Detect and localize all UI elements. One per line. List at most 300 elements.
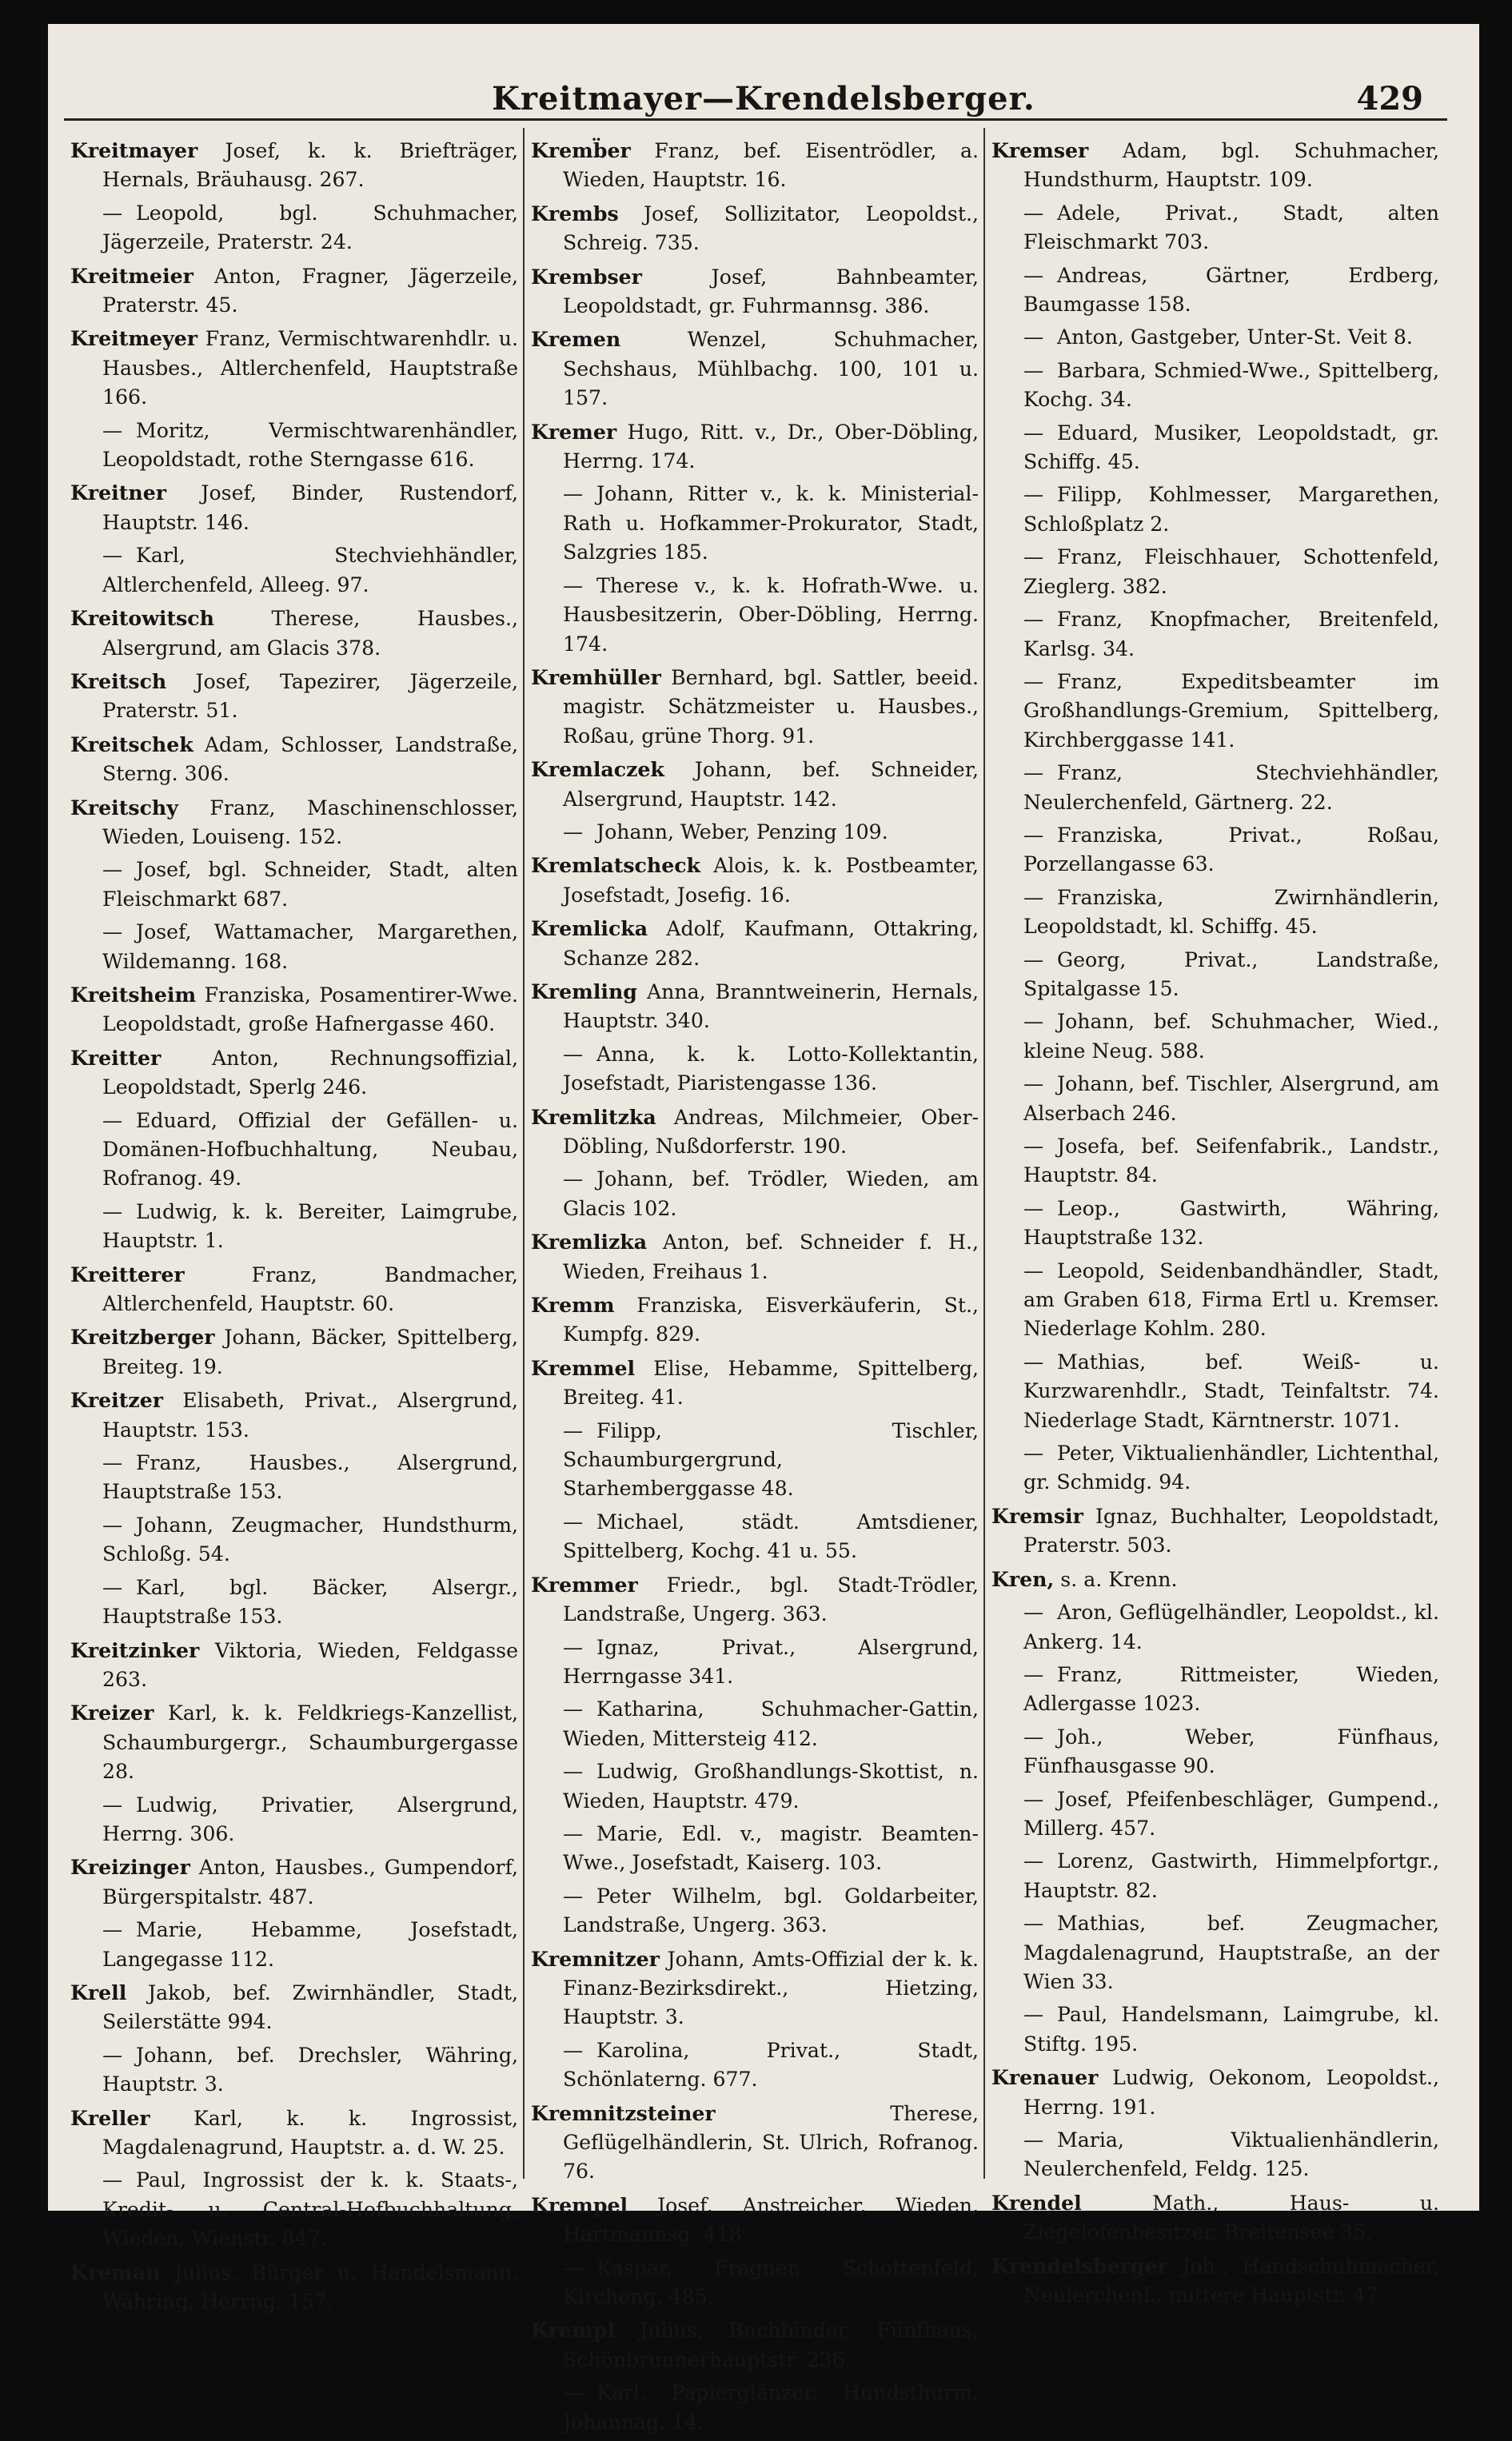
entry-surname: Kreller bbox=[70, 2105, 150, 2130]
entry-details: Franz, Vermischtwarenhdlr. u. Hausbes., Altlerchenfeld, Hauptstraße 166. bbox=[102, 327, 518, 409]
directory-entry bbox=[991, 1785, 1439, 1844]
directory-entry bbox=[531, 2036, 979, 2095]
ditto-dash: — bbox=[1023, 1010, 1044, 1034]
entry-surname: Kremnitzsteiner bbox=[531, 2100, 716, 2125]
ditto-dash: — bbox=[1023, 1787, 1044, 1811]
entry-surname: Kremsir bbox=[991, 1503, 1083, 1528]
entry-details: Aron, Geflügelhändler, Leopoldst., kl. Ankerg. 14. bbox=[1023, 1601, 1439, 1653]
entry-details: Peter, Viktualienhändler, Lichtenthal, gr. Schmidg. 94. bbox=[1023, 1442, 1439, 1494]
entry-details: Johann, bef. Trödler, Wieden, am Glacis 102. bbox=[563, 1167, 979, 1220]
entry-surname: Kremmer bbox=[531, 1572, 638, 1597]
directory-entry bbox=[70, 1636, 518, 1695]
directory-entry bbox=[70, 2041, 518, 2100]
page-header bbox=[48, 80, 1479, 120]
entry-surname: Kremlitzka bbox=[531, 1104, 656, 1129]
entry-details: Karl, Papierglänzer, Hundsthurm, Johannag. 14. bbox=[563, 2381, 979, 2434]
entry-details: Karl, k. k. Feldkriegs-Kanzellist, Schaumburgergr., Schaumburgergasse 28. bbox=[102, 1701, 519, 1784]
directory-entry bbox=[531, 818, 979, 847]
entry-details: Johann, bef. Schuhmacher, Wied., kleine Neug. 588. bbox=[1023, 1010, 1439, 1063]
entry-surname: Kremb̈er bbox=[531, 138, 631, 162]
entry-surname: Kreitter bbox=[70, 1045, 162, 1070]
ditto-dash: — bbox=[1023, 483, 1044, 507]
entry-surname: Kreitowitsch bbox=[70, 606, 214, 631]
directory-entry bbox=[531, 1570, 979, 1629]
ditto-dash: — bbox=[1023, 2003, 1044, 2027]
directory-entry bbox=[70, 1386, 518, 1445]
entry-details: Wenzel, Schuhmacher, Sechshaus, Mühlbachg. 100, 101 u. 157. bbox=[563, 328, 979, 410]
entry-details: Johann, Amts-Offizial der k. k. Finanz-Bezirksdirekt., Hietzing, Hauptstr. 3. bbox=[563, 1947, 979, 2029]
ditto-dash: — bbox=[1023, 1442, 1044, 1466]
directory-entry bbox=[531, 136, 979, 195]
directory-entry bbox=[991, 1070, 1439, 1128]
ditto-dash: — bbox=[1023, 358, 1044, 382]
entry-details: Adam, bgl. Schuhmacher, Hundsthurm, Hauptstr. 109. bbox=[1023, 139, 1440, 192]
entry-details: Julius, Bürger u. Handelsmann, Währing, Herrng. 157. bbox=[102, 2260, 518, 2314]
directory-entry bbox=[70, 541, 518, 600]
directory-entry bbox=[991, 1007, 1439, 1066]
column-divider bbox=[983, 128, 985, 2179]
entry-details: Franz, Stechviehhändler, Neulerchenfeld, Gärtnerg. 22. bbox=[1023, 761, 1439, 814]
entry-details: Ludwig, Großhandlungs-Skottist, n. Wieden, Hauptstr. 479. bbox=[563, 1760, 979, 1813]
entry-details: Franziska, Posamentirer-Wwe. Leopoldstadt, große Hafnergasse 460. bbox=[102, 983, 518, 1036]
directory-entry bbox=[70, 604, 518, 663]
entry-details: Marie, Edl. v., magistr. Beamten-Wwe., Josefstadt, Kaiserg. 103. bbox=[563, 1821, 979, 1875]
ditto-dash: — bbox=[102, 1513, 123, 1537]
directory-entry bbox=[991, 759, 1439, 817]
ditto-dash: — bbox=[1023, 823, 1044, 847]
directory-entry bbox=[991, 821, 1439, 879]
ditto-dash: — bbox=[563, 2381, 584, 2405]
directory-entry bbox=[531, 1882, 979, 1940]
directory-entry bbox=[531, 1944, 979, 2032]
directory-entry bbox=[70, 1978, 518, 2037]
directory-entry bbox=[531, 977, 979, 1036]
entry-details: Alois, k. k. Postbeamter, Josefstadt, Josefig. 16. bbox=[563, 854, 979, 907]
directory-page bbox=[48, 24, 1479, 2434]
entry-surname: Kreitschek bbox=[70, 732, 193, 756]
entry-details: Leop., Gastwirth, Währing, Hauptstraße 132. bbox=[1023, 1196, 1439, 1250]
entry-details: Julius, Buchbinder, Fünfhaus, Schönbrunnerhauptstr. 236. bbox=[563, 2319, 979, 2371]
ditto-dash: — bbox=[102, 1108, 123, 1132]
entry-surname: Krempl bbox=[531, 2318, 616, 2343]
directory-entry bbox=[991, 136, 1439, 195]
entry-details: Bernhard, bgl. Sattler, beeid. magistr. Schätzmeister u. Hausbes., Roßau, grüne Thorg. 91. bbox=[563, 665, 979, 748]
directory-entry bbox=[991, 1565, 1439, 1594]
column-1 bbox=[70, 136, 518, 2320]
directory-entry bbox=[531, 1354, 979, 1413]
ditto-dash: — bbox=[563, 1760, 584, 1784]
directory-entry bbox=[531, 325, 979, 413]
ditto-dash: — bbox=[563, 1635, 584, 1659]
entry-details: Franz, Bandmacher, Altlerchenfeld, Hauptstr. 60. bbox=[102, 1262, 518, 1316]
entry-details: Johann, Zeugmacher, Hundsthurm, Schloßg. 54. bbox=[102, 1513, 518, 1566]
entry-details: Ignaz, Privat., Alsergrund, Herrngasse 341. bbox=[563, 1635, 979, 1688]
ditto-dash: — bbox=[1023, 325, 1044, 349]
entry-surname: Kreitner bbox=[70, 481, 166, 505]
ditto-dash: — bbox=[1023, 1601, 1044, 1625]
directory-entry bbox=[70, 136, 518, 195]
entry-surname: Krempel bbox=[531, 2192, 628, 2217]
entry-surname: Kreitmeyer bbox=[70, 326, 197, 351]
directory-entry bbox=[70, 1449, 518, 1507]
entry-details: Peter Wilhelm, bgl. Goldarbeiter, Landstraße, Ungerg. 363. bbox=[563, 1884, 979, 1937]
directory-entry bbox=[70, 324, 518, 412]
directory-entry bbox=[70, 667, 518, 726]
entry-details: Josef, Wattamacher, Margarethen, Wildemanng. 168. bbox=[102, 920, 518, 973]
directory-entry bbox=[991, 1502, 1439, 1561]
entry-details: Hugo, Ritt. v., Dr., Ober-Döbling, Herrng. 174. bbox=[563, 420, 979, 473]
ditto-dash: — bbox=[563, 2038, 584, 2062]
directory-entry bbox=[531, 2315, 979, 2375]
entry-surname: Kremhüller bbox=[531, 664, 661, 689]
ditto-dash: — bbox=[1023, 761, 1044, 785]
entry-surname: Kremer bbox=[531, 419, 617, 444]
entry-surname: Kreitzberger bbox=[70, 1325, 215, 1350]
entry-details: Karl, k. k. Ingrossist, Magdalenagrund, Hauptstr. a. d. W. 25. bbox=[102, 2106, 518, 2159]
entry-details: Franz, bef. Eisentrödler, a. Wieden, Hauptstr. 16. bbox=[563, 139, 979, 192]
ditto-dash: — bbox=[1023, 885, 1044, 909]
directory-entry bbox=[531, 1695, 979, 1753]
entry-details: Katharina, Schuhmacher-Gattin, Wieden, Mittersteig 412. bbox=[563, 1697, 979, 1750]
directory-entry bbox=[531, 1040, 979, 1099]
directory-entry bbox=[991, 323, 1439, 352]
directory-entry bbox=[991, 543, 1439, 601]
directory-entry bbox=[991, 2063, 1439, 2122]
directory-entry bbox=[70, 417, 518, 475]
entry-details: Anton, bef. Schneider f. H., Wieden, Freihaus 1. bbox=[563, 1230, 979, 1283]
entry-surname: Kremm bbox=[531, 1293, 615, 1318]
directory-entry bbox=[70, 1511, 518, 1569]
directory-entry bbox=[70, 1853, 518, 1912]
directory-entry bbox=[991, 481, 1439, 539]
ditto-dash: — bbox=[563, 1418, 584, 1442]
entry-surname: Kremen bbox=[531, 327, 621, 352]
entry-details: Josef, Tapezirer, Jägerzeile, Praterstr. 51. bbox=[102, 669, 519, 723]
ditto-dash: — bbox=[563, 1167, 584, 1191]
entry-details: Michael, städt. Amtsdiener, Spittelberg, Kochg. 41 u. 55. bbox=[563, 1510, 979, 1563]
entry-details: Franz, Maschinenschlosser, Wieden, Louiseng. 152. bbox=[102, 796, 518, 848]
entry-details: Viktoria, Wieden, Feldgasse 263. bbox=[102, 1638, 518, 1691]
entry-surname: Kreman bbox=[70, 2260, 161, 2284]
entry-details: Therese, Hausbes., Alsergrund, am Glacis 378. bbox=[102, 607, 518, 660]
directory-entry bbox=[991, 1598, 1439, 1657]
entry-surname: Krembs bbox=[531, 201, 619, 225]
ditto-dash: — bbox=[563, 820, 584, 844]
entry-details: Ludwig, Oekonom, Leopoldst., Herrng. 191. bbox=[1023, 2066, 1439, 2119]
entry-details: Josef, Sollizitator, Leopoldst., Schreig. 735. bbox=[563, 201, 979, 255]
entry-surname: Kreitschy bbox=[70, 795, 178, 820]
directory-entry bbox=[991, 605, 1439, 664]
entry-details: Moritz, Vermischtwarenhändler, Leopoldstadt, rothe Sterngasse 616. bbox=[102, 418, 518, 472]
entry-details: Elisabeth, Privat., Alsergrund, Hauptstr. 153. bbox=[102, 1389, 518, 1442]
entry-details: Paul, Ingrossist der k. k. Staats-, Kredit- u. Central-Hofbuchhaltung, Wieden, Wienstr. 847. bbox=[102, 2168, 518, 2251]
ditto-dash: — bbox=[102, 544, 123, 568]
directory-entry bbox=[531, 417, 979, 477]
ditto-dash: — bbox=[102, 920, 123, 944]
entry-details: Eduard, Musiker, Leopoldstadt, gr. Schiffg. 45. bbox=[1023, 421, 1439, 474]
entry-details: Josef, Binder, Rustendorf, Hauptstr. 146. bbox=[102, 481, 518, 534]
ditto-dash: — bbox=[1023, 669, 1044, 693]
entry-details: Franz, Rittmeister, Wieden, Adlergasse 1023. bbox=[1023, 1662, 1439, 1716]
entry-surname: Kremser bbox=[991, 138, 1089, 162]
header-rule bbox=[64, 118, 1447, 121]
ditto-dash: — bbox=[102, 418, 123, 442]
directory-entry bbox=[991, 1257, 1439, 1344]
directory-entry bbox=[991, 2000, 1439, 2059]
ditto-dash: — bbox=[563, 1042, 584, 1066]
directory-entry bbox=[531, 663, 979, 751]
directory-entry bbox=[991, 1661, 1439, 1719]
ditto-dash: — bbox=[563, 1510, 584, 1534]
ditto-dash: — bbox=[102, 1793, 123, 1817]
entry-details: Anna, k. k. Lotto-Kollektantin, Josefstadt, Piaristengasse 136. bbox=[563, 1042, 979, 1095]
running-title: Kreitmayer—Krendelsberger. bbox=[492, 80, 1035, 118]
entry-details: Andreas, Gärtner, Erdberg, Baumgasse 158. bbox=[1023, 263, 1439, 317]
directory-entry bbox=[531, 1633, 979, 1692]
directory-entry bbox=[70, 793, 518, 852]
entry-details: Josef, k. k. Briefträger, Hernals, Bräuhausg. 267. bbox=[102, 139, 518, 192]
entry-details: Franziska, Eisverkäuferin, St., Kumpfg. 829. bbox=[563, 1294, 979, 1346]
directory-entry bbox=[531, 1508, 979, 1566]
entry-details: Therese v., k. k. Hofrath-Wwe. u. Hausbesitzerin, Ober-Döbling, Herrng. 174. bbox=[563, 573, 979, 656]
entry-details: Paul, Handelsmann, Laimgrube, kl. Stiftg. 195. bbox=[1023, 2003, 1439, 2056]
entry-details: Mathias, bef. Weiß- u. Kurzwarenhdlr., Stadt, Teinfaltstr. 74. Niederlage Stadt, Kärntnerstr. 1071. bbox=[1023, 1350, 1439, 1432]
directory-entry bbox=[70, 478, 518, 537]
ditto-dash: — bbox=[102, 858, 123, 882]
ditto-dash: — bbox=[1023, 263, 1044, 287]
ditto-dash: — bbox=[1023, 421, 1044, 445]
entry-surname: Kremlicka bbox=[531, 916, 648, 941]
directory-entry bbox=[70, 1260, 518, 1319]
entry-details: Josef, bgl. Schneider, Stadt, alten Fleischmarkt 687. bbox=[102, 858, 518, 911]
entry-details: Johann, bef. Tischler, Alsergrund, am Alserbach 246. bbox=[1023, 1072, 1439, 1125]
directory-entry bbox=[991, 1348, 1439, 1435]
entry-surname: Kren, bbox=[991, 1566, 1055, 1591]
entry-details: Leopold, bgl. Schuhmacher, Jägerzeile, Praterstr. 24. bbox=[102, 201, 518, 254]
directory-entry bbox=[991, 2188, 1439, 2248]
entry-details: Friedr., bgl. Stadt-Trödler, Landstraße, Ungerg. 363. bbox=[563, 1573, 979, 1626]
entry-details: Barbara, Schmied-Wwe., Spittelberg, Kochg. 34. bbox=[1023, 358, 1439, 412]
directory-entry bbox=[531, 480, 979, 567]
entry-details: Anna, Branntweinerin, Hernals, Hauptstr. 340. bbox=[563, 979, 979, 1033]
directory-entry bbox=[991, 357, 1439, 415]
ditto-dash: — bbox=[1023, 1662, 1044, 1686]
directory-entry bbox=[531, 2254, 979, 2312]
entry-surname: Kremmel bbox=[531, 1355, 636, 1380]
ditto-dash: — bbox=[1023, 1135, 1044, 1158]
ditto-dash: — bbox=[1023, 201, 1044, 225]
directory-entry bbox=[70, 2166, 518, 2253]
directory-entry bbox=[531, 914, 979, 973]
directory-entry bbox=[991, 2126, 1439, 2184]
entry-details: Ignaz, Buchhalter, Leopoldstadt, Praterstr. 503. bbox=[1023, 1504, 1439, 1558]
entry-surname: Kreizinger bbox=[70, 1855, 190, 1880]
entry-details: Franz, Expeditsbeamter im Großhandlungs-Gremium, Spittelberg, Kirchberggasse 141. bbox=[1023, 669, 1439, 752]
entry-details: Filipp, Kohlmesser, Margarethen, Schloßplatz 2. bbox=[1023, 483, 1439, 536]
directory-entry bbox=[70, 2258, 518, 2317]
directory-entry bbox=[70, 856, 518, 914]
directory-entry bbox=[991, 883, 1439, 942]
entry-details: Mathias, bef. Zeugmacher, Magdalenagrund, Hauptstraße, an der Wien 33. bbox=[1023, 1912, 1439, 1993]
directory-entry bbox=[70, 261, 518, 321]
entry-surname: Kremlizka bbox=[531, 1230, 648, 1254]
entry-details: s. a. Krenn. bbox=[1060, 1567, 1178, 1591]
ditto-dash: — bbox=[563, 573, 584, 597]
entry-details: Therese, Geflügelhändlerin, St. Ulrich, Rofranog. 76. bbox=[563, 2101, 979, 2184]
entry-details: Elise, Hebamme, Spittelberg, Breiteg. 41. bbox=[563, 1356, 979, 1410]
directory-entry bbox=[70, 1698, 518, 1786]
entry-surname: Krenauer bbox=[991, 2065, 1099, 2090]
entry-details: Franziska, Privat., Roßau, Porzellangasse 63. bbox=[1023, 823, 1439, 876]
entry-details: Josefa, bef. Seifenfabrik., Landstr., Hauptstr. 84. bbox=[1023, 1135, 1439, 1187]
directory-entry bbox=[70, 2104, 518, 2163]
entry-details: Ludwig, Privatier, Alsergrund, Herrng. 306. bbox=[102, 1793, 518, 1845]
directory-entry bbox=[531, 2191, 979, 2250]
entry-details: Johann, bef. Drechsler, Währing, Hauptstr. 3. bbox=[102, 2043, 518, 2096]
entry-details: Johann, bef. Schneider, Alsergrund, Hauptstr. 142. bbox=[563, 758, 979, 811]
directory-entry bbox=[991, 1847, 1439, 1905]
entry-details: Joh., Handschuhmacher, Neulerchenf., mittere Hauptstr. 47. bbox=[1023, 2254, 1439, 2307]
column-2 bbox=[531, 136, 979, 2441]
entry-details: Franz, Hausbes., Alsergrund, Hauptstraße 153. bbox=[102, 1451, 518, 1504]
entry-details: Lorenz, Gastwirth, Himmelpfortgr., Hauptstr. 82. bbox=[1023, 1849, 1439, 1902]
ditto-dash: — bbox=[1023, 545, 1044, 569]
ditto-dash: — bbox=[1023, 947, 1044, 971]
ditto-dash: — bbox=[563, 2256, 584, 2279]
ditto-dash: — bbox=[102, 1199, 123, 1223]
entry-details: Adolf, Kaufmann, Ottakring, Schanze 282. bbox=[563, 917, 979, 970]
directory-entry bbox=[70, 1043, 518, 1103]
entry-details: Anton, Gastgeber, Unter-St. Veit 8. bbox=[1057, 325, 1413, 349]
entry-details: Karl, bgl. Bäcker, Alsergr., Hauptstraße 153. bbox=[102, 1575, 518, 1629]
ditto-dash: — bbox=[1023, 1072, 1044, 1096]
entry-surname: Kreitterer bbox=[70, 1262, 185, 1286]
directory-entry bbox=[531, 1227, 979, 1286]
ditto-dash: — bbox=[1023, 1849, 1044, 1873]
ditto-dash: — bbox=[563, 1884, 584, 1908]
directory-entry bbox=[531, 199, 979, 258]
entry-surname: Kremling bbox=[531, 979, 637, 1003]
ditto-dash: — bbox=[102, 1918, 123, 1942]
entry-details: Georg, Privat., Landstraße, Spitalgasse 15. bbox=[1023, 947, 1439, 1000]
entry-surname: Krembser bbox=[531, 264, 642, 289]
entry-details: Eduard, Offizial der Gefällen- u. Domänen-Hofbuchhaltung, Neubau, Rofranog. 49. bbox=[102, 1108, 518, 1191]
page-number: 429 bbox=[1356, 80, 1423, 118]
directory-entry bbox=[70, 1198, 518, 1256]
entry-details: Josef, Bahnbeamter, Leopoldstadt, gr. Fuhrmannsg. 386. bbox=[563, 265, 979, 318]
entry-details: Johann, Bäcker, Spittelberg, Breiteg. 19. bbox=[102, 1326, 518, 1378]
entry-surname: Krendelsberger bbox=[991, 2253, 1168, 2278]
directory-entry bbox=[991, 2252, 1439, 2311]
directory-entry bbox=[531, 1165, 979, 1223]
ditto-dash: — bbox=[102, 1451, 123, 1475]
directory-entry bbox=[70, 730, 518, 789]
directory-entry bbox=[531, 2099, 979, 2187]
entry-surname: Krendel bbox=[991, 2190, 1082, 2215]
directory-entry bbox=[991, 946, 1439, 1004]
entry-details: Johann, Ritter v., k. k. Ministerial-Rath u. Hofkammer-Prokurator, Stadt, Salzgries 185. bbox=[563, 482, 979, 564]
directory-entry bbox=[70, 1916, 518, 1974]
entry-details: Anton, Fragner, Jägerzeile, Praterstr. 45. bbox=[102, 264, 518, 317]
directory-entry bbox=[531, 1417, 979, 1504]
directory-entry bbox=[70, 1107, 518, 1194]
directory-entry bbox=[531, 262, 979, 321]
column-3 bbox=[991, 136, 1439, 2314]
directory-entry bbox=[531, 1103, 979, 1162]
entry-details: Ludwig, k. k. Bereiter, Laimgrube, Hauptstr. 1. bbox=[102, 1199, 518, 1253]
ditto-dash: — bbox=[102, 2043, 123, 2067]
ditto-dash: — bbox=[1023, 1912, 1044, 1936]
entry-surname: Kreitmeier bbox=[70, 263, 193, 288]
directory-entry bbox=[991, 1195, 1439, 1253]
entry-surname: Kreitzer bbox=[70, 1388, 163, 1413]
directory-entry bbox=[531, 1290, 979, 1350]
entry-details: Anton, Hausbes., Gumpendorf, Bürgerspitalstr. 487. bbox=[102, 1856, 518, 1909]
entry-details: Marie, Hebamme, Josefstadt, Langegasse 112. bbox=[102, 1918, 518, 1971]
entry-details: Josef, Pfeifenbeschläger, Gumpend., Millerg. 457. bbox=[1023, 1787, 1439, 1840]
entry-details: Karl, Stechviehhändler, Altlerchenfeld, Alleeg. 97. bbox=[102, 544, 518, 596]
entry-details: Anton, Rechnungsoffizial, Leopoldstadt, Sperlg 246. bbox=[102, 1046, 518, 1099]
column-divider bbox=[523, 128, 525, 2179]
directory-entry bbox=[531, 851, 979, 910]
ditto-dash: — bbox=[102, 1575, 123, 1599]
directory-entry bbox=[531, 1757, 979, 1816]
ditto-dash: — bbox=[1023, 2128, 1044, 2152]
entry-details: Filipp, Tischler, Schaumburgergrund, Starhemberggasse 48. bbox=[563, 1418, 979, 1501]
entry-details: Franziska, Zwirnhändlerin, Leopoldstadt, kl. Schiffg. 45. bbox=[1023, 885, 1439, 939]
entry-surname: Kreizer bbox=[70, 1701, 154, 1725]
directory-entry bbox=[991, 668, 1439, 755]
directory-entry bbox=[531, 572, 979, 659]
entry-details: Maria, Viktualienhändlerin, Neulerchenfeld, Feldg. 125. bbox=[1023, 2128, 1439, 2181]
ditto-dash: — bbox=[1023, 1350, 1044, 1374]
entry-surname: Kremlatscheck bbox=[531, 853, 701, 878]
entry-surname: Kremlaczek bbox=[531, 757, 664, 782]
entry-details: Adam, Schlosser, Landstraße, Sterng. 306. bbox=[102, 732, 518, 786]
directory-entry bbox=[991, 1909, 1439, 1996]
directory-entry bbox=[991, 261, 1439, 320]
ditto-dash: — bbox=[102, 201, 123, 225]
entry-surname: Kreitmayer bbox=[70, 138, 198, 162]
entry-details: Joh., Weber, Fünfhaus, Fünfhausgasse 90. bbox=[1023, 1725, 1439, 1778]
entry-details: Leopold, Seidenbandhändler, Stadt, am Graben 618, Firma Ertl u. Kremser. Niederlage Kohlm. 280. bbox=[1023, 1258, 1439, 1341]
directory-entry bbox=[531, 2379, 979, 2437]
ditto-dash: — bbox=[1023, 608, 1044, 632]
directory-entry bbox=[70, 980, 518, 1039]
entry-details: Johann, Weber, Penzing 109. bbox=[596, 820, 888, 844]
entry-surname: Krell bbox=[70, 1980, 127, 2004]
entry-surname: Kremnitzer bbox=[531, 1946, 660, 1971]
entry-details: Andreas, Milchmeier, Ober-Döbling, Nußdorferstr. 190. bbox=[563, 1105, 979, 1158]
entry-details: Kaspar, Fragner, Schottenfeld, Kircheng. 485. bbox=[563, 2256, 979, 2309]
directory-entry bbox=[991, 199, 1439, 257]
entry-details: Adele, Privat., Stadt, alten Fleischmarkt 703. bbox=[1023, 201, 1439, 254]
directory-entry bbox=[991, 1439, 1439, 1498]
entry-details: Josef, Anstreicher, Wieden, Hartmannsg. 418. bbox=[563, 2193, 979, 2247]
ditto-dash: — bbox=[1023, 1725, 1044, 1749]
directory-entry bbox=[70, 918, 518, 976]
entry-details: Jakob, bef. Zwirnhändler, Stadt, Seilerstätte 994. bbox=[102, 1980, 518, 2034]
directory-entry bbox=[70, 1573, 518, 1632]
entry-details: Karolina, Privat., Stadt, Schönlaterng. 677. bbox=[563, 2038, 979, 2092]
directory-entry bbox=[991, 419, 1439, 477]
entry-surname: Kreitsch bbox=[70, 668, 167, 693]
directory-entry bbox=[991, 1132, 1439, 1191]
directory-entry bbox=[70, 1322, 518, 1382]
entry-details: Franz, Knopfmacher, Breitenfeld, Karlsg. 34. bbox=[1023, 608, 1439, 660]
ditto-dash: — bbox=[563, 482, 584, 506]
ditto-dash: — bbox=[1023, 1196, 1044, 1220]
